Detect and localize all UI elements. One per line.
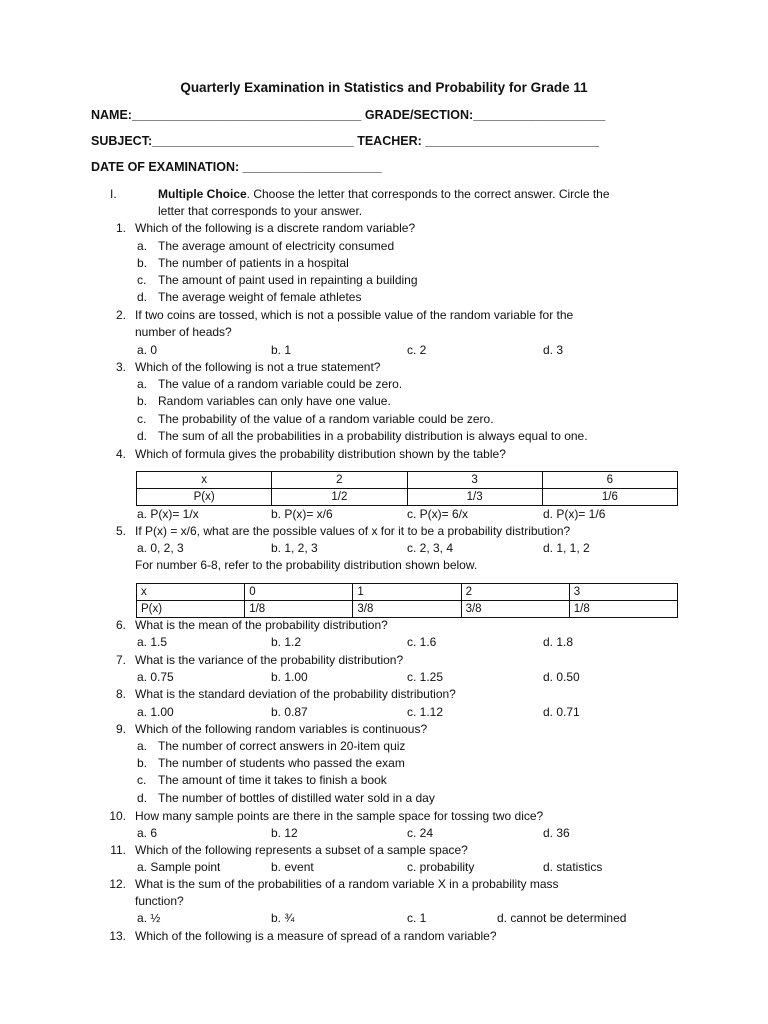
table-cell: 3/8 xyxy=(353,601,461,618)
q8-option-a: a. 1.00 xyxy=(137,705,174,719)
q12-option-b: b. ¾ xyxy=(271,911,295,925)
q9-option-b: The number of students who passed the exam xyxy=(158,756,405,770)
question-number: 1. xyxy=(115,221,126,235)
exam-title: Quarterly Examination in Statistics and Probability for Grade 11 xyxy=(180,80,588,95)
q2-option-a: a. 0 xyxy=(137,343,158,357)
part-heading: Multiple Choice xyxy=(158,187,247,201)
option-letter: a. xyxy=(137,377,148,391)
q5-option-d: d. 1, 1, 2 xyxy=(543,541,590,555)
name-grade-line: NAME:_________________________________ GRADE/SECTION:___________________ xyxy=(91,108,606,122)
q6-option-c: c. 1.6 xyxy=(407,635,437,649)
table-cell: x xyxy=(137,584,245,601)
q12-option-a: a. ½ xyxy=(137,911,161,925)
option-letter: d. xyxy=(137,791,148,805)
question-12-text-2: function? xyxy=(135,894,184,908)
q11-option-b: b. event xyxy=(271,860,314,874)
q5-option-b: b. 1, 2, 3 xyxy=(271,541,318,555)
q9-option-c: The amount of time it takes to finish a book xyxy=(158,773,387,787)
option-letter: c. xyxy=(137,412,147,426)
q2-option-d: d. 3 xyxy=(543,343,564,357)
table-row xyxy=(137,584,678,601)
table-cell: P(x) xyxy=(137,489,272,506)
q12-option-d: d. cannot be determined xyxy=(497,911,627,925)
q12-option-c: c. 1 xyxy=(407,911,427,925)
q9-option-a: The number of correct answers in 20-item quiz xyxy=(158,739,406,753)
table-cell: 1/8 xyxy=(569,601,677,618)
table-cell: 1/6 xyxy=(542,489,677,506)
table-row xyxy=(137,489,678,506)
option-letter: c. xyxy=(137,273,147,287)
option-letter: a. xyxy=(137,239,148,253)
question-number: 2. xyxy=(115,308,126,322)
q10-option-c: c. 24 xyxy=(407,826,434,840)
question-12-text-1: What is the sum of the probabilities of a random variable X in a probability mass xyxy=(135,877,559,891)
question-number: 13. xyxy=(109,929,126,943)
q10-option-b: b. 12 xyxy=(271,826,298,840)
table-cell: 1 xyxy=(353,584,461,601)
q6-option-b: b. 1.2 xyxy=(271,635,302,649)
question-number: 9. xyxy=(115,722,126,736)
table-cell: 2 xyxy=(272,472,407,489)
question-number: 11. xyxy=(110,843,126,857)
question-8-text: What is the standard deviation of the probability distribution? xyxy=(135,687,456,701)
question-2-text-1: If two coins are tossed, which is not a possible value of the random variable for the xyxy=(135,308,574,322)
question-number: 3. xyxy=(115,360,126,374)
q6-option-d: d. 1.8 xyxy=(543,635,574,649)
question-10-text: How many sample points are there in the sample space for tossing two dice? xyxy=(135,809,544,823)
table-row xyxy=(137,601,678,618)
q8-option-b: b. 0.87 xyxy=(271,705,308,719)
q6-option-a: a. 1.5 xyxy=(137,635,168,649)
date-line: DATE OF EXAMINATION: ____________________ xyxy=(91,160,382,174)
q7-option-a: a. 0.75 xyxy=(137,670,174,684)
question-3-text: Which of the following is not a true statement? xyxy=(135,360,381,374)
table-cell: 6 xyxy=(542,472,677,489)
q3-option-d: The sum of all the probabilities in a probability distribution is always equal to one. xyxy=(158,429,588,443)
q7-option-d: d. 0.50 xyxy=(543,670,580,684)
q1-option-a: The average amount of electricity consumed xyxy=(158,239,395,253)
part-instruction xyxy=(158,186,610,202)
q2-option-b: b. 1 xyxy=(271,343,292,357)
table-cell: 3 xyxy=(569,584,677,601)
q4-option-d: d. P(x)= 1/6 xyxy=(543,507,606,521)
table-cell: 3 xyxy=(407,472,542,489)
question-number: 12. xyxy=(109,877,126,891)
instruction-line-1: . Choose the letter that corresponds to the correct answer. Circle the xyxy=(246,187,610,201)
question-9-text: Which of the following random variables is continuous? xyxy=(135,722,428,736)
q7-option-c: c. 1.25 xyxy=(407,670,444,684)
option-letter: b. xyxy=(137,756,148,770)
option-letter: b. xyxy=(137,394,148,408)
table-reference-note: For number 6-8, refer to the probability distribution shown below. xyxy=(135,558,478,572)
table-cell: 1/3 xyxy=(407,489,542,506)
q8-option-d: d. 0.71 xyxy=(543,705,580,719)
table-cell: x xyxy=(137,472,272,489)
option-letter: b. xyxy=(137,256,148,270)
q1-option-d: The average weight of female athletes xyxy=(158,290,362,304)
question-1-text: Which of the following is a discrete random variable? xyxy=(135,221,416,235)
q9-option-d: The number of bottles of distilled water sold in a day xyxy=(158,791,435,805)
option-letter: d. xyxy=(137,290,148,304)
question-number: 10. xyxy=(109,809,126,823)
question-number: 5. xyxy=(115,524,126,538)
q4-distribution-table xyxy=(136,471,678,506)
q5-option-a: a. 0, 2, 3 xyxy=(137,541,184,555)
q6-8-distribution-table xyxy=(136,583,678,618)
question-6-text: What is the mean of the probability distribution? xyxy=(135,618,388,632)
question-11-text: Which of the following represents a subset of a sample space? xyxy=(135,843,468,857)
question-7-text: What is the variance of the probability distribution? xyxy=(135,653,404,667)
option-letter: a. xyxy=(137,739,148,753)
q11-option-a: a. Sample point xyxy=(137,860,221,874)
q3-option-a: The value of a random variable could be zero. xyxy=(158,377,403,391)
option-letter: c. xyxy=(137,773,147,787)
q11-option-d: d. statistics xyxy=(543,860,603,874)
question-number: 6. xyxy=(115,618,126,632)
question-number: 4. xyxy=(115,447,126,461)
q2-option-c: c. 2 xyxy=(407,343,427,357)
q3-option-b: Random variables can only have one value. xyxy=(158,394,391,408)
question-5-text: If P(x) = x/6, what are the possible values of x for it to be a probability distribution? xyxy=(135,524,571,538)
table-cell: P(x) xyxy=(137,601,245,618)
question-4-text: Which of formula gives the probability distribution shown by the table? xyxy=(135,447,506,461)
q4-option-c: c. P(x)= 6/x xyxy=(407,507,469,521)
question-number: 8. xyxy=(115,687,126,701)
table-cell: 2 xyxy=(461,584,569,601)
option-letter: d. xyxy=(137,429,148,443)
q4-option-a: a. P(x)= 1/x xyxy=(137,507,199,521)
q1-option-b: The number of patients in a hospital xyxy=(158,256,349,270)
q4-option-b: b. P(x)= x/6 xyxy=(271,507,333,521)
question-number: 7. xyxy=(115,653,126,667)
q10-option-d: d. 36 xyxy=(543,826,570,840)
q3-option-c: The probability of the value of a random variable could be zero. xyxy=(158,412,494,426)
table-cell: 3/8 xyxy=(461,601,569,618)
instruction-line-2: letter that corresponds to your answer. xyxy=(158,204,363,218)
table-cell: 1/2 xyxy=(272,489,407,506)
q5-option-c: c. 2, 3, 4 xyxy=(407,541,454,555)
question-13-text: Which of the following is a measure of spread of a random variable? xyxy=(135,929,497,943)
table-cell: 1/8 xyxy=(245,601,353,618)
subject-teacher-line: SUBJECT:_____________________________ TEACHER: _________________________ xyxy=(91,134,600,148)
part-numeral: I. xyxy=(110,187,117,201)
q11-option-c: c. probability xyxy=(407,860,475,874)
table-cell: 0 xyxy=(245,584,353,601)
q10-option-a: a. 6 xyxy=(137,826,158,840)
question-2-text-2: number of heads? xyxy=(135,325,232,339)
q7-option-b: b. 1.00 xyxy=(271,670,308,684)
table-row xyxy=(137,472,678,489)
q1-option-c: The amount of paint used in repainting a building xyxy=(158,273,418,287)
q8-option-c: c. 1.12 xyxy=(407,705,444,719)
